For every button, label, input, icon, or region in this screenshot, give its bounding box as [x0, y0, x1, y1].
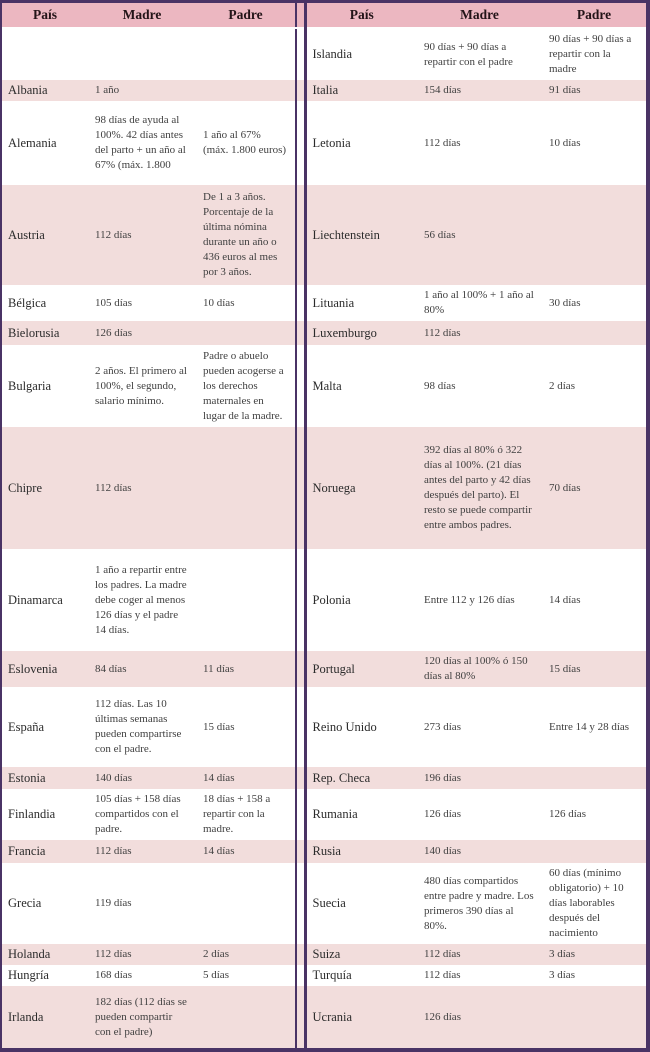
mother-cell: 119 días — [88, 863, 196, 944]
father-cell: 3 días — [542, 944, 646, 965]
header-row — [2, 3, 646, 28]
father-cell — [542, 321, 646, 345]
father-cell: Padre o abuelo pueden acogerse a los derechos maternales en lugar de la madre. — [196, 345, 296, 427]
mother-cell: 105 días — [88, 285, 196, 321]
father-cell — [196, 80, 296, 101]
divider-cell — [296, 28, 305, 80]
table-row — [2, 789, 646, 840]
divider-cell — [296, 863, 305, 944]
mother-cell: 112 días — [417, 944, 542, 965]
country-cell: Hungría — [2, 965, 88, 986]
divider-cell — [296, 965, 305, 986]
country-cell: Grecia — [2, 863, 88, 944]
country-cell: Rep. Checa — [305, 767, 417, 789]
father-cell: 10 días — [196, 285, 296, 321]
country-cell: Suecia — [305, 863, 417, 944]
mother-cell: 112 días — [88, 840, 196, 863]
country-cell: Polonia — [305, 549, 417, 651]
divider-cell — [296, 101, 305, 185]
column-header-pais-right: País — [305, 3, 417, 28]
table-row — [2, 345, 646, 427]
divider-cell — [296, 80, 305, 101]
father-cell: De 1 a 3 años. Porcentaje de la última nómina durante un año o 436 euros al mes por 3 años. — [196, 185, 296, 285]
country-cell: Alemania — [2, 101, 88, 185]
table-row — [2, 986, 646, 1048]
table-row — [2, 840, 646, 863]
father-cell: 70 días — [542, 427, 646, 549]
father-cell: 15 días — [196, 687, 296, 767]
father-cell: 1 año al 67% (máx. 1.800 euros) — [196, 101, 296, 185]
father-cell — [196, 321, 296, 345]
mother-cell: 56 días — [417, 185, 542, 285]
table-row — [2, 549, 646, 651]
table-body — [2, 28, 646, 1048]
mother-cell: 112 días — [88, 427, 196, 549]
father-cell — [542, 767, 646, 789]
divider-cell — [296, 986, 305, 1048]
father-cell: 10 días — [542, 101, 646, 185]
country-cell: Estonia — [2, 767, 88, 789]
mother-cell: 112 días — [88, 944, 196, 965]
divider-cell — [296, 767, 305, 789]
country-cell: Reino Unido — [305, 687, 417, 767]
country-cell: Malta — [305, 345, 417, 427]
country-cell: Rumania — [305, 789, 417, 840]
divider-cell — [296, 840, 305, 863]
country-cell: Portugal — [305, 651, 417, 687]
country-cell: Islandia — [305, 28, 417, 80]
father-cell: 14 días — [196, 767, 296, 789]
table-row — [2, 687, 646, 767]
mother-cell: 140 días — [417, 840, 542, 863]
country-cell: Albania — [2, 80, 88, 101]
father-cell: 18 días + 158 a repartir con la madre. — [196, 789, 296, 840]
father-cell: 90 días + 90 días a repartir con la madre — [542, 28, 646, 80]
mother-cell: 196 días — [417, 767, 542, 789]
mother-cell: 98 días — [417, 345, 542, 427]
column-header-madre-left: Madre — [88, 3, 196, 28]
mother-cell: 126 días — [417, 789, 542, 840]
mother-cell: 480 días compartidos entre padre y madre. Los primeros 390 días al 80%. — [417, 863, 542, 944]
column-header-madre-right: Madre — [417, 3, 542, 28]
table-row — [2, 965, 646, 986]
divider-cell — [296, 944, 305, 965]
father-cell — [196, 427, 296, 549]
divider-cell — [296, 687, 305, 767]
father-cell — [196, 863, 296, 944]
father-cell — [542, 986, 646, 1048]
country-cell: Holanda — [2, 944, 88, 965]
father-cell: 126 días — [542, 789, 646, 840]
table-row — [2, 767, 646, 789]
table-row — [2, 944, 646, 965]
father-cell — [542, 840, 646, 863]
divider-cell — [296, 185, 305, 285]
country-cell: Irlanda — [2, 986, 88, 1048]
mother-cell: 392 días al 80% ó 322 días al 100%. (21 días antes del parto y 42 días después del parto). El resto se puede compartir entre ambos padres. — [417, 427, 542, 549]
country-cell: Dinamarca — [2, 549, 88, 651]
mother-cell: 112 días — [417, 965, 542, 986]
table-divider — [296, 3, 305, 28]
mother-cell: 273 días — [417, 687, 542, 767]
country-cell: España — [2, 687, 88, 767]
table-row — [2, 321, 646, 345]
mother-cell: 112 días — [88, 185, 196, 285]
divider-cell — [296, 549, 305, 651]
country-cell: Bélgica — [2, 285, 88, 321]
table-row — [2, 651, 646, 687]
mother-cell: 1 año al 100% + 1 año al 80% — [417, 285, 542, 321]
table-row — [2, 185, 646, 285]
mother-cell: 168 días — [88, 965, 196, 986]
mother-cell: 1 año — [88, 80, 196, 101]
mother-cell: 154 días — [417, 80, 542, 101]
father-cell: 5 días — [196, 965, 296, 986]
table-row — [2, 28, 646, 80]
country-cell: Austria — [2, 185, 88, 285]
mother-cell: 105 días + 158 días compartidos con el padre. — [88, 789, 196, 840]
table-row — [2, 80, 646, 101]
table-row — [2, 101, 646, 185]
country-cell — [2, 28, 88, 80]
country-cell: Luxemburgo — [305, 321, 417, 345]
father-cell — [196, 549, 296, 651]
mother-cell: 84 días — [88, 651, 196, 687]
country-cell: Italia — [305, 80, 417, 101]
country-cell: Chipre — [2, 427, 88, 549]
mother-cell: 182 días (112 días se pueden compartir con el padre) — [88, 986, 196, 1048]
country-cell: Finlandia — [2, 789, 88, 840]
mother-cell: Entre 112 y 126 días — [417, 549, 542, 651]
father-cell — [196, 986, 296, 1048]
father-cell: 11 días — [196, 651, 296, 687]
country-cell: Liechtenstein — [305, 185, 417, 285]
father-cell: 30 días — [542, 285, 646, 321]
country-cell: Bulgaria — [2, 345, 88, 427]
country-cell: Noruega — [305, 427, 417, 549]
mother-cell: 2 años. El primero al 100%, el segundo, salario mínimo. — [88, 345, 196, 427]
mother-cell: 98 días de ayuda al 100%. 42 días antes del parto + un año al 67% (máx. 1.800 — [88, 101, 196, 185]
table-row — [2, 863, 646, 944]
mother-cell: 140 días — [88, 767, 196, 789]
country-cell: Eslovenia — [2, 651, 88, 687]
father-cell: 91 días — [542, 80, 646, 101]
country-cell: Bielorusia — [2, 321, 88, 345]
table-row — [2, 285, 646, 321]
father-cell — [542, 185, 646, 285]
column-header-padre-left: Padre — [196, 3, 296, 28]
divider-cell — [296, 285, 305, 321]
father-cell: 2 días — [196, 944, 296, 965]
father-cell: 15 días — [542, 651, 646, 687]
father-cell: 3 días — [542, 965, 646, 986]
country-cell: Ucrania — [305, 986, 417, 1048]
country-cell: Suiza — [305, 944, 417, 965]
divider-cell — [296, 321, 305, 345]
column-header-pais-left: País — [2, 3, 88, 28]
country-cell: Turquía — [305, 965, 417, 986]
father-cell: 2 días — [542, 345, 646, 427]
father-cell: 14 días — [196, 840, 296, 863]
divider-cell — [296, 789, 305, 840]
table-row — [2, 427, 646, 549]
divider-cell — [296, 345, 305, 427]
father-cell: 60 días (mínimo obligatorio) + 10 días laborables después del nacimiento — [542, 863, 646, 944]
mother-cell: 120 días al 100% ó 150 días al 80% — [417, 651, 542, 687]
divider-cell — [296, 427, 305, 549]
mother-cell: 112 días — [417, 101, 542, 185]
father-cell: Entre 14 y 28 días — [542, 687, 646, 767]
mother-cell: 126 días — [88, 321, 196, 345]
mother-cell: 112 días. Las 10 últimas semanas pueden compartirse con el padre. — [88, 687, 196, 767]
country-cell: Rusia — [305, 840, 417, 863]
column-header-padre-right: Padre — [542, 3, 646, 28]
leave-table — [2, 3, 646, 1048]
mother-cell: 112 días — [417, 321, 542, 345]
divider-cell — [296, 651, 305, 687]
mother-cell: 126 días — [417, 986, 542, 1048]
father-cell: 14 días — [542, 549, 646, 651]
mother-cell: 1 año a repartir entre los padres. La madre debe coger al menos 126 días y el padre 14 días. — [88, 549, 196, 651]
mother-cell — [88, 28, 196, 80]
country-cell: Letonia — [305, 101, 417, 185]
country-cell: Francia — [2, 840, 88, 863]
father-cell — [196, 28, 296, 80]
mother-cell: 90 días + 90 días a repartir con el padre — [417, 28, 542, 80]
country-cell: Lituania — [305, 285, 417, 321]
